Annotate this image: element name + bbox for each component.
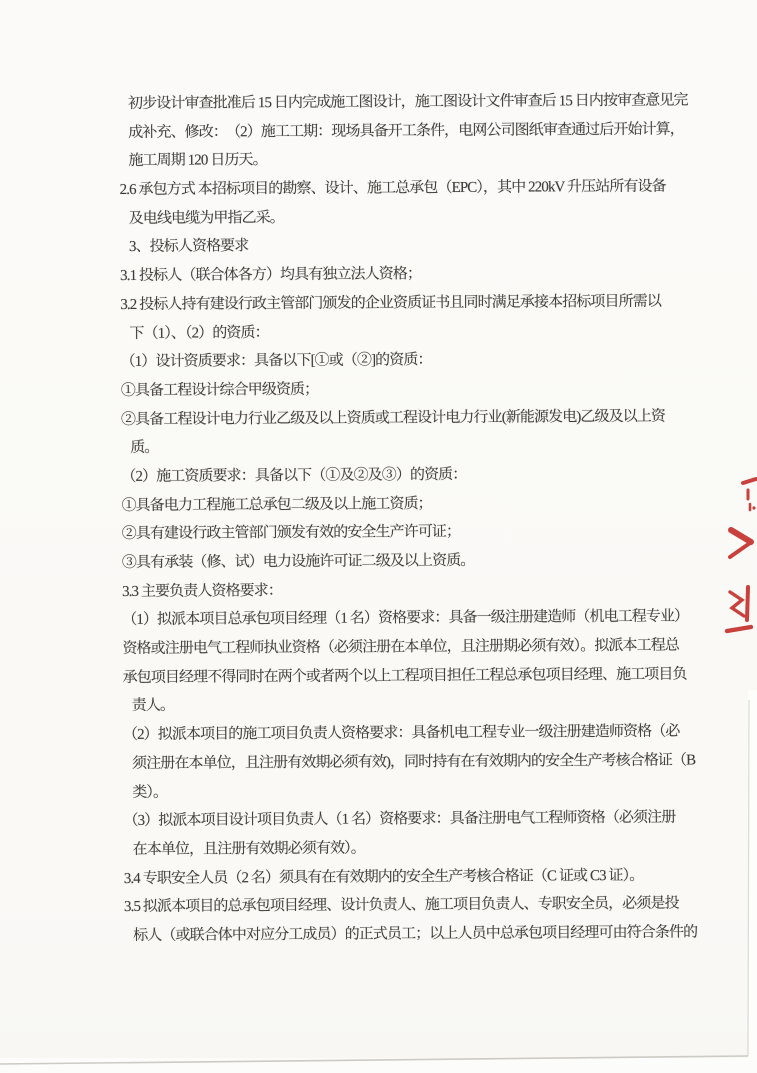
text-line: 在本单位，且注册有效期必须有效）。: [132, 840, 365, 858]
red-mark-stroke: [730, 543, 750, 557]
text-line: 标人（或联合体中对应分工成员）的正式员工；以上人员中总承包项目经理可由符合条件的: [133, 924, 698, 944]
text-line: 质。: [130, 440, 159, 457]
red-mark-stroke: [730, 592, 744, 616]
text-line: ①具备工程设计综合甲级资质；: [120, 381, 319, 399]
red-mark-dot: [752, 506, 755, 509]
text-line: 3.5 拟派本项目的总承包项目经理、设计负责人、施工项目负责人、专职安全员，必须是投: [123, 895, 679, 916]
text-line: ②具备工程设计电力行业乙级及以上资质或工程设计电力行业(新能源发电)乙级及以上资: [120, 408, 666, 428]
text-line: 施工周期 120 日历天。: [128, 152, 267, 170]
text-line: （3）拟派本项目设计项目负责人（1 名）资格要求：具备注册电气工程师资格（必须注册: [123, 809, 676, 830]
text-line: （2）拟派本项目的施工项目负责人资格要求：具备机电工程专业一级注册建造师资格（必: [122, 723, 680, 744]
text-line: 下（1）、（2）的资质：: [129, 324, 269, 342]
text-line: 类）。: [132, 784, 168, 801]
red-mark-stroke: [727, 627, 751, 631]
text-line: 3.4 专职安全人员（2 名）须具有在有效期内的安全生产考核合格证（C 证或 C3 证）。: [123, 867, 644, 887]
text-line: （2）施工资质要求：具备以下（①及②及③）的资质：: [121, 466, 467, 485]
scan-margin-right: [748, 690, 757, 1073]
text-line: 初步设计审查批准后 15 日内完成施工图设计，施工图设计文件审查后 15 日内按审查意见完: [128, 92, 688, 112]
text-line: ②具有建设行政主管部门颁发有效的安全生产许可证；: [121, 524, 461, 543]
text-line: （1）拟派本项目总承包项目经理（1 名）资格要求：具备一级注册建造师（机电工程专业）: [122, 608, 689, 629]
text-line: 3.2 投标人持有建设行政主管部门颁发的企业资质证书且同时满足承接本招标项目所需以: [120, 293, 661, 313]
red-mark-stroke: [747, 587, 748, 620]
text-line: ③具有承装（修、试）电力设施许可证二级及以上资质。: [121, 552, 475, 571]
text-line: 3.3 主要负责人资格要求：: [122, 582, 283, 600]
red-mark-stroke: [743, 479, 756, 483]
text-line: 成补充、修改： （2）施工工期：现场具备开工条件，电网公司图纸审查通过后开始计算，: [128, 121, 684, 141]
text-line: 2.6 承包方式 本招标项目的勘察、设计、施工总承包（EPC），其中 220kV 升压站所有设备: [119, 178, 666, 199]
text-line: 承包项目经理不得同时在两个或者两个以上工程项目担任工程总承包项目经理、施工项目负: [122, 666, 687, 686]
text-line: 3、投标人资格要求: [128, 238, 249, 256]
red-mark-stroke: [731, 530, 751, 542]
text-line: 责人。: [131, 698, 175, 715]
document-text: [119, 87, 698, 951]
text-line: ①具备电力工程施工总承包二级及以上施工资质；: [121, 495, 432, 514]
text-line: 须注册在本单位，且注册有效期必须有效)，同时持有在有效期内的安全生产考核合格证（B: [132, 752, 696, 772]
text-line: 资格或注册电气工程师执业资格（必须注册在本单位，且注册期必须有效）。拟派本工程总: [122, 637, 679, 658]
text-line: 3.1 投标人（联合体各方）均具有独立法人资格；: [120, 266, 422, 285]
text-line: 及电线电缆为甲指乙采。: [128, 209, 284, 227]
scan-margin-bottom: [0, 1058, 757, 1073]
text-line: （1）设计资质要求：具备以下[①或（②]的资质：: [120, 352, 432, 371]
